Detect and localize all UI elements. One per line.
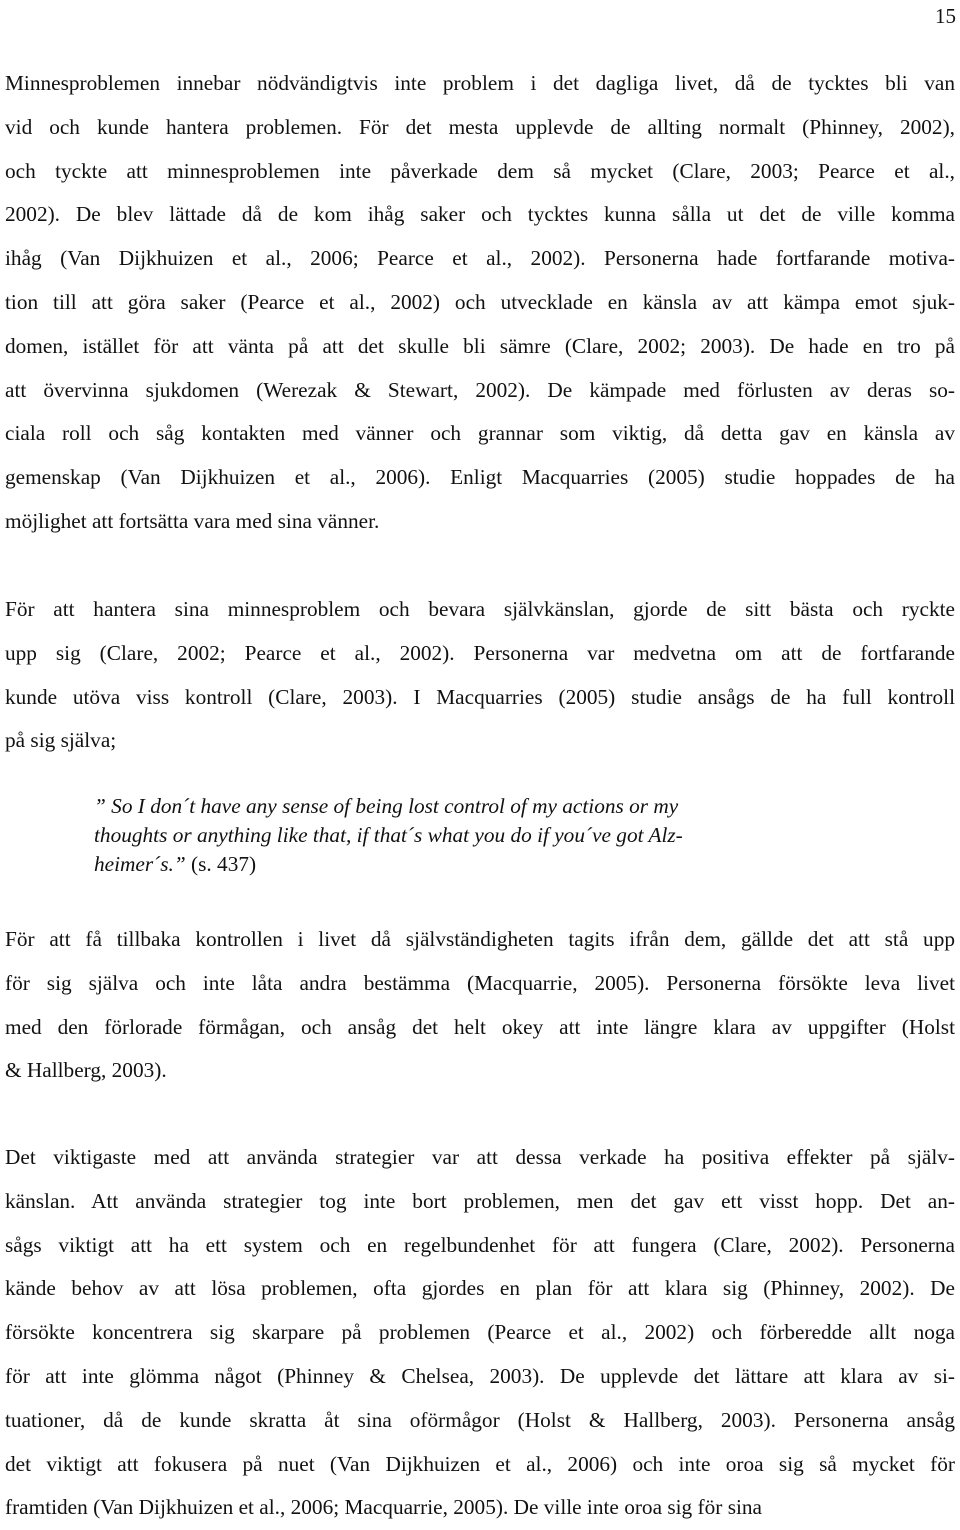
paragraph-line: försökte koncentrera sig skarpare på problemen (Pearce et al., 2002) och förberedde allt noga — [5, 1320, 955, 1345]
paragraph-line: Det viktigaste med att använda strategier var att dessa verkade ha positiva effekter på själv- — [5, 1145, 955, 1169]
paragraph-4 — [5, 1136, 955, 1530]
paragraph-3 — [5, 918, 955, 1093]
paragraph-line: & Hallberg, 2003). — [5, 1058, 167, 1083]
paragraph-line: tion till att göra saker (Pearce et al., 2002) och utvecklade en känsla av att kämpa emot sjuk- — [5, 289, 955, 314]
paragraph-line: domen, istället för att vänta på att det skulle bli sämre (Clare, 2002; 2003). De hade en tro på — [5, 333, 955, 358]
paragraph-line: för sig själva och inte låta andra bestämma (Macquarrie, 2005). Personerna försökte leva livet — [5, 970, 955, 995]
quote-citation: (s. 437) — [185, 852, 257, 876]
paragraph-line: vid och kunde hantera problemen. För det mesta upplevde de allting normalt (Phinney, 2002), — [5, 114, 955, 139]
paragraph-line: på sig själva; — [5, 728, 117, 753]
paragraph-line: att övervinna sjukdomen (Werezak & Stewart, 2002). De kämpade med förlusten av deras so- — [5, 377, 955, 402]
paragraph-line: ciala roll och såg kontakten med vänner och grannar som viktig, då detta gav en känsla av — [5, 421, 955, 446]
paragraph-line: upp sig (Clare, 2002; Pearce et al., 2002). Personerna var medvetna om att de fortfarande — [5, 640, 955, 665]
quote-line: thoughts or anything like that, if that´s what you do if you´ve got Alz- — [94, 823, 683, 847]
paragraph-line: sågs viktigt att ha ett system och en regelbundenhet för att fungera (Clare, 2002). Personerna — [5, 1232, 955, 1257]
page-number: 15 — [935, 4, 956, 28]
paragraph-line: kände behov av att lösa problemen, ofta gjordes en plan för att klara sig (Phinney, 2002). De — [5, 1276, 955, 1301]
paragraph-line: det viktigt att fokusera på nuet (Van Dijkhuizen et al., 2006) och inte oroa sig så mycket för — [5, 1451, 955, 1476]
paragraph-line: Minnesproblemen innebar nödvändigtvis inte problem i det dagliga livet, då de tycktes bli van — [5, 71, 955, 95]
paragraph-line: För att hantera sina minnesproblem och bevara självkänslan, gjorde de sitt bästa och ryckte — [5, 597, 955, 621]
paragraph-line: För att få tillbaka kontrollen i livet då självständigheten tagits ifrån dem, gällde det att stå upp — [5, 927, 955, 951]
paragraph-line: med den förlorade förmågan, och ansåg det helt okey att inte längre klara av uppgifter (Holst — [5, 1014, 955, 1039]
paragraph-line: och tyckte att minnesproblemen inte påverkade dem så mycket (Clare, 2003; Pearce et al., — [5, 158, 955, 183]
paragraph-line: gemenskap (Van Dijkhuizen et al., 2006). Enligt Macquarries (2005) studie hoppades de ha — [5, 465, 955, 490]
paragraph-2 — [5, 588, 955, 763]
paragraph-line: tuationer, då de kunde skratta åt sina oförmågor (Holst & Hallberg, 2003). Personerna ansåg — [5, 1407, 955, 1432]
paragraph-line: för att inte glömma något (Phinney & Chelsea, 2003). De upplevde det lättare att klara av si- — [5, 1363, 955, 1388]
paragraph-line: 2002). De blev lättade då de kom ihåg saker och tycktes kunna sålla ut det de ville komma — [5, 202, 955, 227]
quote-line: heimer´s.” — [94, 852, 186, 876]
block-quote — [94, 792, 834, 879]
quote-line: ” So I don´t have any sense of being lost control of my actions or my — [94, 794, 679, 818]
paragraph-1 — [5, 62, 955, 544]
paragraph-line: kunde utöva viss kontroll (Clare, 2003). I Macquarries (2005) studie ansågs de ha full kontroll — [5, 684, 955, 709]
paragraph-line: ihåg (Van Dijkhuizen et al., 2006; Pearce et al., 2002). Personerna hade fortfarande motiva- — [5, 246, 955, 271]
paragraph-line: framtiden (Van Dijkhuizen et al., 2006; Macquarrie, 2005). De ville inte oroa sig för sina — [5, 1495, 762, 1520]
paragraph-line: känslan. Att använda strategier tog inte bort problemen, men det gav ett visst hopp. Det an- — [5, 1188, 955, 1213]
paragraph-line: möjlighet att fortsätta vara med sina vänner. — [5, 508, 380, 533]
